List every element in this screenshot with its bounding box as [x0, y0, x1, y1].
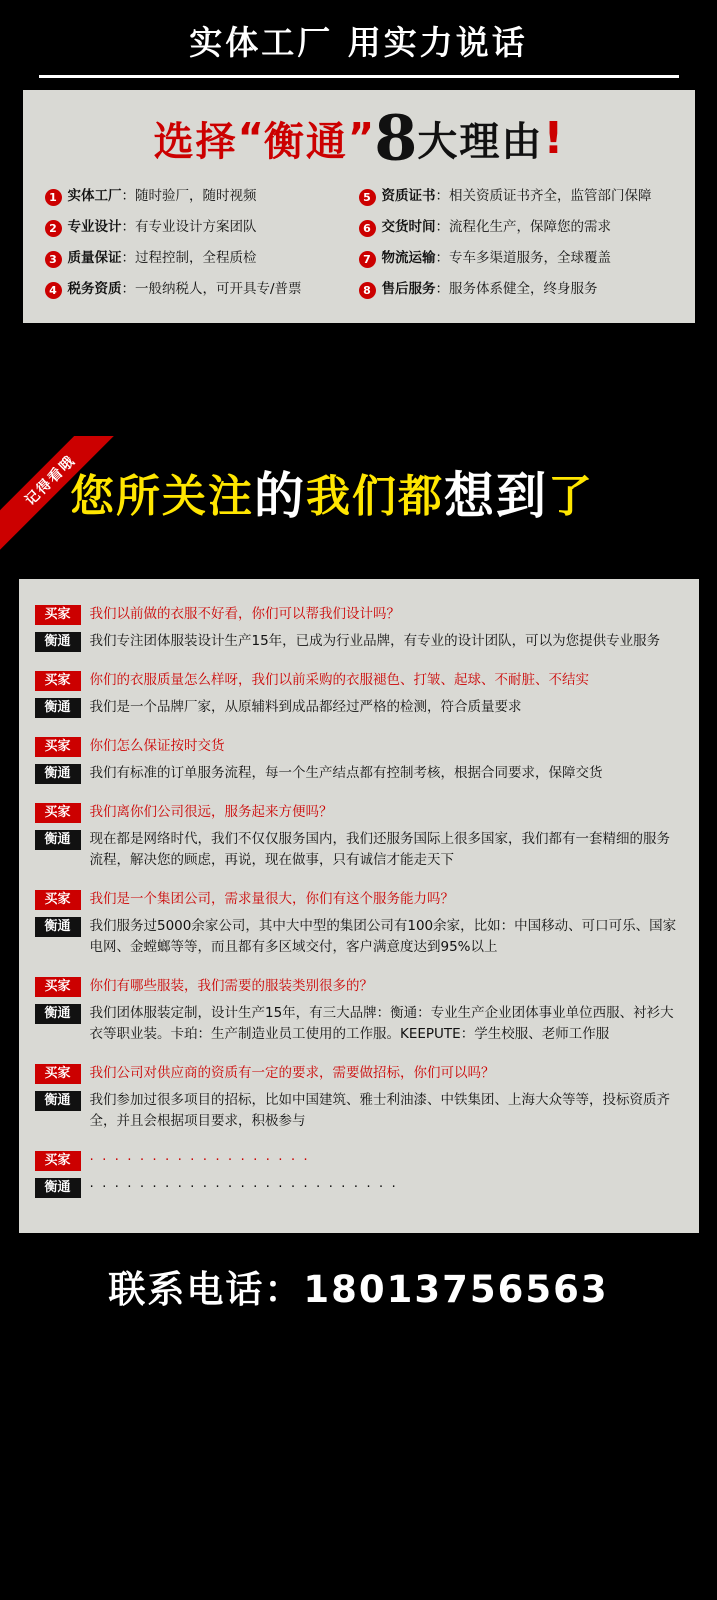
banner-title-part3: 我们都	[306, 471, 444, 522]
reason-separator: ：	[121, 219, 135, 235]
qa-question-row	[35, 601, 683, 628]
qa-block	[19, 1054, 699, 1141]
brand-tag: 衡通	[35, 632, 81, 652]
brand-tag: 衡通	[35, 917, 81, 937]
title-divider	[39, 75, 679, 78]
qa-answer-text: 我们参加过很多项目的招标，比如中国建筑、雅士利油漆、中铁集团、上海大众等等，投标资质齐全，并且会根据项目要求，积极参与	[89, 1092, 670, 1129]
buyer-tag: 买家	[35, 1151, 81, 1171]
contact-phone-label: 联系电话：	[108, 1268, 304, 1311]
qa-question-text: 你们有哪些服装，我们需要的服装类别很多的？	[89, 978, 373, 994]
buyer-tag: 买家	[35, 671, 81, 691]
reason-label: 交货时间	[381, 219, 436, 235]
reason-number-badge: 4	[45, 282, 62, 299]
reason-label: 资质证书	[381, 188, 436, 204]
qa-block	[19, 1141, 699, 1207]
qa-answer-row	[35, 1087, 683, 1135]
buyer-tag: 买家	[35, 737, 81, 757]
brand-tag: 衡通	[35, 1091, 81, 1111]
qa-answer-row	[35, 826, 683, 874]
qa-answer-row	[35, 1000, 683, 1048]
buyer-tag: 买家	[35, 605, 81, 625]
brand-tag: 衡通	[35, 1178, 81, 1198]
reason-label: 实体工厂	[67, 188, 122, 204]
concerns-banner-section	[0, 414, 717, 579]
buyer-tag: 买家	[35, 803, 81, 823]
reason-item	[45, 181, 359, 212]
reason-text	[68, 187, 257, 205]
qa-question-text: 我们公司对供应商的资质有一定的要求，需要做招标，你们可以吗？	[89, 1065, 495, 1081]
qa-answer-text: 我们专注团体服装设计生产15年，已成为行业品牌，有专业的设计团队，可以为您提供专业服务	[89, 633, 661, 649]
reason-text	[382, 280, 598, 298]
eight-reasons-headline	[23, 101, 695, 181]
reasons-grid	[23, 181, 695, 305]
reason-item	[45, 212, 359, 243]
reason-desc: 过程控制，全程质检	[135, 250, 257, 266]
qa-question-row	[35, 733, 683, 760]
qa-block	[19, 727, 699, 793]
reason-text	[68, 218, 257, 236]
reason-label: 专业设计	[67, 219, 122, 235]
banner-title-part5: 了	[548, 471, 594, 522]
headline-number: 8	[374, 101, 418, 175]
reason-text	[68, 249, 257, 267]
reason-item	[45, 243, 359, 274]
qa-answer-row	[35, 1174, 683, 1201]
qa-block	[19, 880, 699, 967]
headline-pre: 选择	[153, 119, 238, 165]
buyer-tag: 买家	[35, 977, 81, 997]
banner-title-part4: 想到	[444, 467, 548, 525]
reason-text	[382, 249, 612, 267]
reason-separator: ：	[435, 281, 449, 297]
contact-phone-number: 18013756563	[303, 1268, 609, 1311]
reason-text	[382, 187, 652, 205]
reason-number-badge: 7	[359, 251, 376, 268]
brand-tag: 衡通	[35, 1004, 81, 1024]
qa-block	[19, 967, 699, 1054]
section-gap	[0, 378, 717, 414]
qa-block	[19, 595, 699, 661]
qa-answer-row	[35, 760, 683, 787]
qa-answer-row	[35, 694, 683, 721]
qa-question-row	[35, 886, 683, 913]
reason-number-badge: 6	[359, 220, 376, 237]
reason-number-badge: 8	[359, 282, 376, 299]
reason-number-badge: 5	[359, 189, 376, 206]
qa-question-row	[35, 799, 683, 826]
reason-item	[359, 181, 673, 212]
reason-item	[359, 212, 673, 243]
qa-question-row	[35, 973, 683, 1000]
brand-tag: 衡通	[35, 830, 81, 850]
reason-separator: ：	[121, 250, 135, 266]
reason-number-badge: 2	[45, 220, 62, 237]
reason-label: 质量保证	[67, 250, 122, 266]
reason-label: 售后服务	[381, 281, 436, 297]
reason-separator: ：	[121, 281, 135, 297]
banner-title-part2: 的	[254, 467, 306, 525]
qa-question-text: 你们的衣服质量怎么样呀，我们以前采购的衣服褪色、打皱、起球、不耐脏、不结实	[89, 672, 589, 688]
reason-item	[359, 243, 673, 274]
reason-label: 物流运输	[381, 250, 436, 266]
qa-answer-text: 我们团体服装定制，设计生产15年，有三大品牌：衡通：专业生产企业团体事业单位西服、衬衫大衣等职业装。卡珀：生产制造业员工使用的工作服。KEEPUTE：学生校服、老师工作服	[89, 1005, 674, 1042]
reason-separator: ：	[435, 219, 449, 235]
reason-desc: 专车多渠道服务，全球覆盖	[449, 250, 611, 266]
qa-answer-row	[35, 913, 683, 961]
reason-separator: ：	[121, 188, 135, 204]
corner-ribbon-label: 记得看哦	[0, 436, 118, 551]
qa-block	[19, 661, 699, 727]
section-one-title: 实体工厂 用实力说话	[189, 23, 528, 62]
reason-item	[45, 274, 359, 305]
headline-quote-open: “	[237, 115, 264, 162]
concerns-banner-title	[70, 456, 710, 528]
buyer-tag: 买家	[35, 1064, 81, 1084]
headline-quote-close: ”	[347, 115, 375, 162]
reason-label: 税务资质	[67, 281, 122, 297]
qa-question-text: 我们以前做的衣服不好看，你们可以帮我们设计吗？	[89, 606, 400, 622]
qa-question-text: · · · · · · · · · · · · · · · · · ·	[89, 1152, 310, 1168]
reason-desc: 有专业设计方案团队	[135, 219, 257, 235]
banner-title-part1: 您所关注	[70, 471, 254, 522]
headline-exclamation: !	[543, 113, 564, 164]
brand-tag: 衡通	[35, 764, 81, 784]
factory-strength-section	[0, 0, 717, 378]
reason-desc: 一般纳税人，可开具专/普票	[135, 281, 302, 297]
reason-number-badge: 3	[45, 251, 62, 268]
qa-answer-row	[35, 628, 683, 655]
buyer-tag: 买家	[35, 890, 81, 910]
reason-desc: 相关资质证书齐全，监管部门保障	[449, 188, 652, 204]
qa-question-row	[35, 667, 683, 694]
qa-panel	[19, 579, 699, 1233]
qa-block	[19, 793, 699, 880]
qa-question-row	[35, 1147, 683, 1174]
qa-answer-text: 我们是一个品牌厂家，从原辅料到成品都经过严格的检测，符合质量要求	[89, 699, 522, 715]
qa-question-text: 你们怎么保证按时交货	[89, 738, 225, 754]
qa-question-text: 我们离你们公司很远，服务起来方便吗？	[89, 804, 333, 820]
qa-answer-text: 我们服务过5000余家公司，其中大中型的集团公司有100余家，比如：中国移动、可口可乐、国家电网、金螳螂等等，而且都有多区域交付，客户满意度达到95%以上	[89, 918, 677, 955]
qa-answer-text: 我们有标准的订单服务流程，每一个生产结点都有控制考核，根据合同要求，保障交货	[89, 765, 603, 781]
reason-number-badge: 1	[45, 189, 62, 206]
headline-post: 大理由	[417, 119, 544, 165]
reason-text	[382, 218, 612, 236]
qa-answer-text: · · · · · · · · · · · · · · · · · · · · · · · · ·	[89, 1179, 398, 1195]
qa-answer-text: 现在都是网络时代，我们不仅仅服务国内，我们还服务国际上很多国家，我们都有一套精细的服务流程，解决您的顾虑，再说，现在做事，只有诚信才能走天下	[89, 831, 670, 868]
qa-question-row	[35, 1060, 683, 1087]
reason-item	[359, 274, 673, 305]
reason-text	[68, 280, 302, 298]
reason-desc: 服务体系健全，终身服务	[449, 281, 598, 297]
reason-separator: ：	[435, 188, 449, 204]
reason-desc: 流程化生产，保障您的需求	[449, 219, 611, 235]
headline-brand: 衡通	[263, 119, 348, 165]
contact-phone-bar	[0, 1233, 717, 1343]
eight-reasons-panel	[23, 90, 695, 323]
reason-desc: 随时验厂，随时视频	[135, 188, 257, 204]
reason-separator: ：	[435, 250, 449, 266]
qa-question-text: 我们是一个集团公司，需求量很大，你们有这个服务能力吗？	[89, 891, 454, 907]
brand-tag: 衡通	[35, 698, 81, 718]
